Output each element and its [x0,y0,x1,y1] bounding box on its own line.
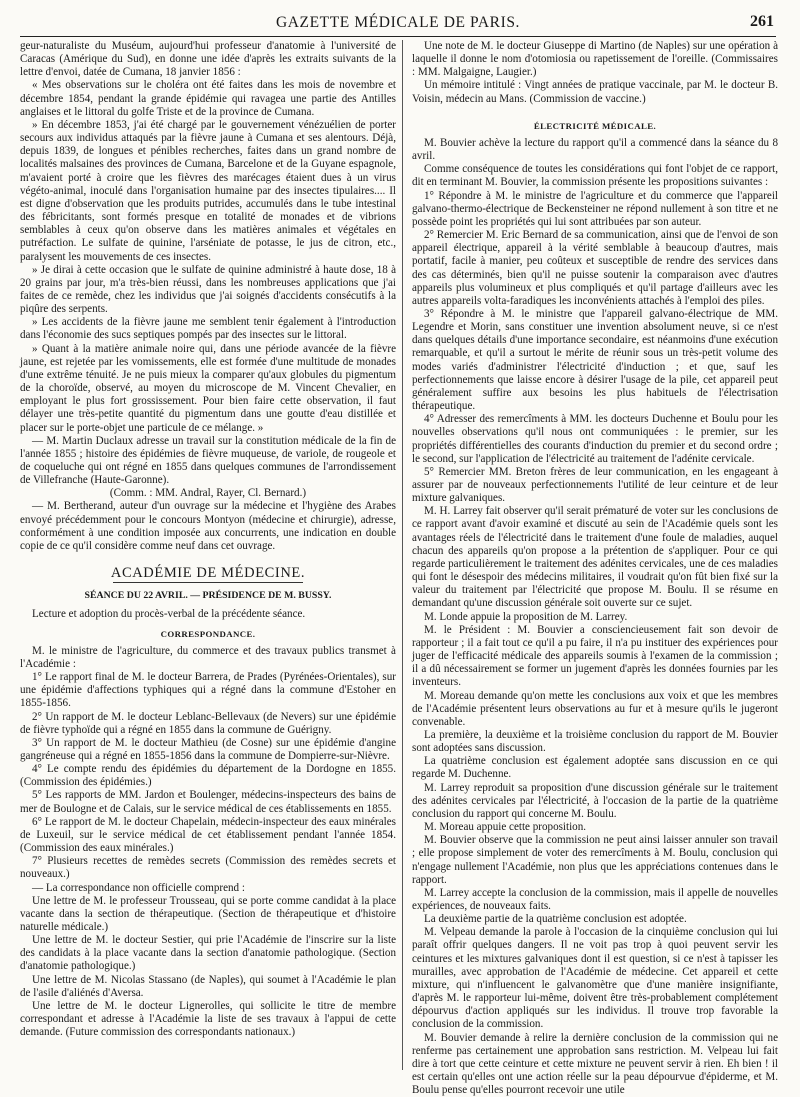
paragraph: 7° Plusieurs recettes de remèdes secrets (Commission des remèdes secrets et nouveaux.) [20,855,396,881]
paragraph: Une note de M. le docteur Giuseppe di Martino (de Naples) sur une opération à laquelle il donne le nom d'otomiosia ou rapetissement de l'oreille. (Commissaires : MM. Malgaigne, Laugier.) [412,40,778,79]
paragraph: 3° Répondre à M. le ministre que l'appareil galvano-électrique de MM. Legendre et Morin, sans constituer une invention absolument neuve, si ce n'est dans quelques détails d'une importance secondaire, est néanmoins d'une exécution remarquable, et qu'il a surtout le mérite de réunir sous un très-petit volume des modes variés d'administrer l'électricité d'induction ; et que, sauf les perfectionnements que laisse encore à désirer l'usage de la pile, cet appareil peut généralement suffire aux besoins les plus habituels de l'électrisation thérapeutique. [412,307,778,413]
subsection-heading-correspondance: CORRESPONDANCE. [160,628,256,639]
left-column [20,40,396,1039]
paragraph: Lecture et adoption du procès-verbal de la précédente séance. [32,608,306,621]
paragraph: 1° Le rapport final de M. le docteur Barrera, de Prades (Pyrénées-Orientales), sur une épidémie d'affections typhiques qui a régné dans la commune d'Estoher en 1855-1856. [20,671,396,710]
paragraph: M. le Président : M. Bouvier a consciencieusement fait son devoir de rapporteur ; il a fait tout ce qu'il a pu faire, il n'a pu instituer des expériences pour juger de l'efficacité médicale des appareils soumis à l'examen de la commission ; il a dû nécessairement se former un jugement d'après les données fournies par les inventeurs. [412,623,778,689]
paragraph: 2° Remercier M. Eric Bernard de sa communication, ainsi que de l'envoi de son appareil électrique, appareil à la vérité semblable à beaucoup d'autres, mais portatif, facile à manier, peu coûteux et susceptible de rendre des services dans des cas déterminés, bien qu'il ne puisse soutenir la comparaison avec d'autres appareils plus volumineux et plus compliqués et qu'il partage d'ailleurs avec les autres appareils volta-faradiques les inconvénients attachés à l'emploi des piles. [412,229,778,307]
paragraph: » En décembre 1853, j'ai été chargé par le gouvernement vénézuélien de porter secours aux individus attaqués par la fièvre jaune à Cumana et ses alentours. Déjà, depuis 1839, de longues et pénibles recherches, faites dans un grand nombre de localités malsaines des provinces de Cumana, Barcelone et de la Guyane espagnole, m'avaient porté à croire que les fièvres des marécages étaient dues à un virus végéto-animal, inoculé dans l'organisation humaine par des insectes tipulaires.... Il est digne d'observation que les produits putrides, accumulés dans le tube intestinal des fébricitants, sont formés presque en totalité de monades et de vibrions semblables à ceux qu'on observe dans les matières animales et végétales en putréfaction. Le sulfate de quinine, l'arséniate de potasse, le jus de citron, etc., paralysent les mouvements de ces insectes. [20,118,396,263]
page-header [20,10,776,37]
paragraph: La deuxième partie de la quatrième conclusion est adoptée. [424,913,687,926]
journal-title: GAZETTE MÉDICALE DE PARIS. [275,14,521,31]
paragraph: M. Londe appuie la proposition de M. Larrey. [424,610,628,623]
spacer [412,106,778,114]
paragraph: Une lettre de M. le docteur Sestier, qui prie l'Académie de l'inscrire sur la liste des candidats à la place vacante dans la section d'anatomie pathologique. (Section d'anatomie pathologique.) [20,934,396,973]
paragraph: Comme conséquence de toutes les considérations qui font l'objet de ce rapport, dit en terminant M. Bouvier, la commission présente les propositions suivantes : [412,163,778,189]
paragraph: 5° Remercier MM. Breton frères de leur communication, en les engageant à assurer par de nouveaux perfectionnements l'utilité de leur ceinture et de leur mixture galvaniques. [412,465,778,505]
paragraph: » Je dirai à cette occasion que le sulfate de quinine administré à haute dose, 18 à 20 grains par jour, m'a très-bien réussi, dans les nombreuses applications que j'ai faites de ce remède, chez les individus que j'ai soignés d'accidents consécutifs à la piqûre des serpents. [20,263,396,316]
paragraph: M. Moreau demande qu'on mette les conclusions aux voix et que les membres de l'Académie présentent leurs observations au fur et à mesure qu'ils le jugeront convenable. [412,689,778,728]
paragraph: M. Bouvier demande à relire la dernière conclusion de la commission qui ne renferme pas certainement une approbation sans restriction. M. Velpeau lui fait dire à tort que cette ceinture et cette mixture ne peuvent servir à rien. Eh bien ! il est certain qu'elles ont une action réelle sur la peau dépourvue d'épiderme, et M. Boulu pense qu'elles pourront recevoir une utile [412,1031,778,1097]
paragraph: La quatrième conclusion est également adoptée sans discussion en ce qui regarde M. Duchenne. [412,755,778,781]
paragraph: M. Bouvier achève la lecture du rapport qu'il a commencé dans la séance du 8 avril. [412,136,778,163]
paragraph: M. Moreau appuie cette proposition. [424,821,587,834]
paragraph: La première, la deuxième et la troisième conclusion du rapport de M. Bouvier sont adoptées sans discussion. [412,728,778,755]
commission-note: (Comm. : MM. Andral, Rayer, Cl. Bernard.) [109,487,307,500]
title-underline [113,582,303,583]
paragraph: Une lettre de M. le docteur Lignerolles, qui sollicite le titre de membre correspondant et adresse à l'Académie la liste de ses travaux à l'appui de cette demande. (Future commission des correspondants nationaux.) [20,999,396,1039]
paragraph: — M. Bertherand, auteur d'un ouvrage sur la médecine et l'hygiène des Arabes envoyé précédemment pour le concours Montyon (médecine et chirurgie), adresse, conformément à une condition imposée aux concurrents, une indication en double copie de ce qu'il considère comme neuf dans cet ouvrage. [20,500,396,552]
paragraph: » Quant à la matière animale noire qui, dans une période avancée de la fièvre jaune, est rejetée par les vomissements, elle est formée d'une multitude de monades d'une extrême ténuité. Je ne puis mieux la comparer qu'aux globules du pigmentum de la choroïde, observé, au moyen du microscope de M. Vincent Chevalier, en employant le plus fort grossissement. Pour bien faire cette observation, il faut délayer une très-petite quantité du pigmentum dans une goutte d'eau distillée et placer sur le porte-objet une particule de ce mélange. » [20,342,396,434]
right-column [412,40,778,1097]
page-number: 261 [750,13,774,30]
column-divider [402,40,403,1070]
paragraph: 4° Adresser des remercîments à MM. les docteurs Duchenne et Boulu pour les nouvelles observations qu'il nous ont communiquées : le premier, sur les propriétés différentielles des courants d'induction du premier et du second ordre ; le second, sur l'application de l'électricité au traitement de l'adénite cervicale. [412,413,778,465]
section-title-academie: ACADÉMIE DE MÉDECINE. [110,565,306,582]
paragraph: M. Bouvier observe que la commission ne peut ainsi laisser annuler son travail ; elle propose simplement de voter des remercîments à M. Boulu, conclusion qui n'engage nullement l'Académie, non plus que les appréciations contenues dans le rapport. [412,834,778,886]
paragraph: M. le ministre de l'agriculture, du commerce et des travaux publics transmet à l'Académie : [20,644,396,670]
paragraph: 3° Un rapport de M. le docteur Mathieu (de Cosne) sur une épidémie d'angine gangréneuse qui a régné en 1855-1856 dans la commune de Dompierre-sur-Nièvre. [20,736,396,762]
paragraph: — M. Martin Duclaux adresse un travail sur la constitution médicale de la fin de l'année 1855 ; histoire des épidémies de fièvre muqueuse, de variole, de rougeole et de coqueluche qui ont régné en 1855 dans quelques communes de l'arrondissement de Villefranche (Haute-Garonne). [20,434,396,487]
paragraph: 5° Les rapports de MM. Jardon et Boulenger, médecins-inspecteurs des bains de mer de Boulogne et de Calais, sur le service médical de ces établissements en 1855. [20,789,396,815]
paragraph: 6° Le rapport de M. le docteur Chapelain, médecin-inspecteur des eaux minérales de Luxeuil, sur le service médical de cet établissement pendant l'année 1854. (Commission des eaux minérales.) [20,815,396,855]
paragraph: M. Velpeau demande la parole à l'occasion de la cinquième conclusion qui lui paraît offrir quelques dangers. Il ne voit pas trop à quoi peuvent servir les ceintures et les mixtures galvaniques dont il est question, si ce n'est à tapisser les murailles, avec approbation de l'Académie de médecine. Cet appareil et cette mixture, qui n'influencent le galvanomètre que d'une manière insignifiante, d'après M. le rapporteur lui-même, doivent être très-probablement complétement dépourvus d'action appliqués sur les individus. Il trouve trop favorable la conclusion de la commission. [412,926,778,1031]
paragraph: geur-naturaliste du Muséum, aujourd'hui professeur d'anatomie à l'université de Caracas (Amérique du Sud), en donne une idée d'après les extraits suivants de la lettre d'envoi, datée de Cumana, 18 janvier 1856 : [20,40,396,79]
seance-heading: SÉANCE DU 22 AVRIL. — PRÉSIDENCE DE M. BUSSY. [84,590,332,602]
paragraph: M. H. Larrey fait observer qu'il serait prématuré de voter sur les conclusions de ce rapport avant d'avoir examiné et discuté au sein de l'Académie quels sont les avantages réels de l'électricité dans le traitement d'une foule de maladies, auquel chacun des appareils qu'on propose a la prétention de s'appliquer. Pour ce qui regarde particulièrement le traitement des adénites cervicales, une de ces maladies qui font le désespoir des médecins militaires, il voudrait qu'on fût bien fixé sur la valeur du traitement par l'électricité que propose M. Boulu. Il se résume en demandant qu'une discussion générale soit ouverte sur ce sujet. [412,505,778,610]
paragraph: — La correspondance non officielle comprend : [32,881,245,894]
paragraph: Un mémoire intitulé : Vingt années de pratique vaccinale, par M. le docteur B. Voisin, médecin au Mans. (Commission de vaccine.) [412,79,778,105]
paragraph: » Les accidents de la fièvre jaune me semblent tenir également à l'introduction dans l'économie des sucs septiques pompés par des insectes sur le littoral. [20,316,396,342]
paragraph: M. Larrey reproduit sa proposition d'une discussion générale sur le traitement des adénites cervicales par l'électricité, à l'occasion de la partie de la quatrième conclusion du rapport qui concerne M. Boulu. [412,781,778,820]
paragraph: 4° Le compte rendu des épidémies du département de la Dordogne en 1855. (Commission des épidémies.) [20,763,396,789]
paragraph: M. Larrey accepte la conclusion de la commission, mais il appelle de nouvelles expériences, de nouveaux faits. [412,886,778,912]
paragraph: 1° Répondre à M. le ministre de l'agriculture et du commerce que l'appareil galvano-thermo-électrique de Beckensteiner ne répond nullement à son titre et ne possède point les propriétés qui lui sont attribuées par son auteur. [412,189,778,228]
paragraph: « Mes observations sur le choléra ont été faites dans les mois de novembre et décembre 1854, pendant la grande épidémie qui ravagea une partie des Antilles anglaises et le littoral du golfe Triste et de la province de Cumana. [20,79,396,118]
subsection-heading-electricite: ÉLECTRICITÉ MÉDICALE. [533,120,657,131]
paragraph: 2° Un rapport de M. le docteur Leblanc-Bellevaux (de Nevers) sur une épidémie de fièvre typhoïde qui a régné en 1855 dans la commune de Guérigny. [20,710,396,736]
paragraph: Une lettre de M. Nicolas Stassano (de Naples), qui soumet à l'Académie le plan de l'asile d'aliénés d'Aversa. [20,973,396,999]
paragraph: Une lettre de M. le professeur Trousseau, qui se porte comme candidat à la place vacante dans la section de thérapeutique. (Section de thérapeutique et d'histoire naturelle médicale.) [20,894,396,933]
